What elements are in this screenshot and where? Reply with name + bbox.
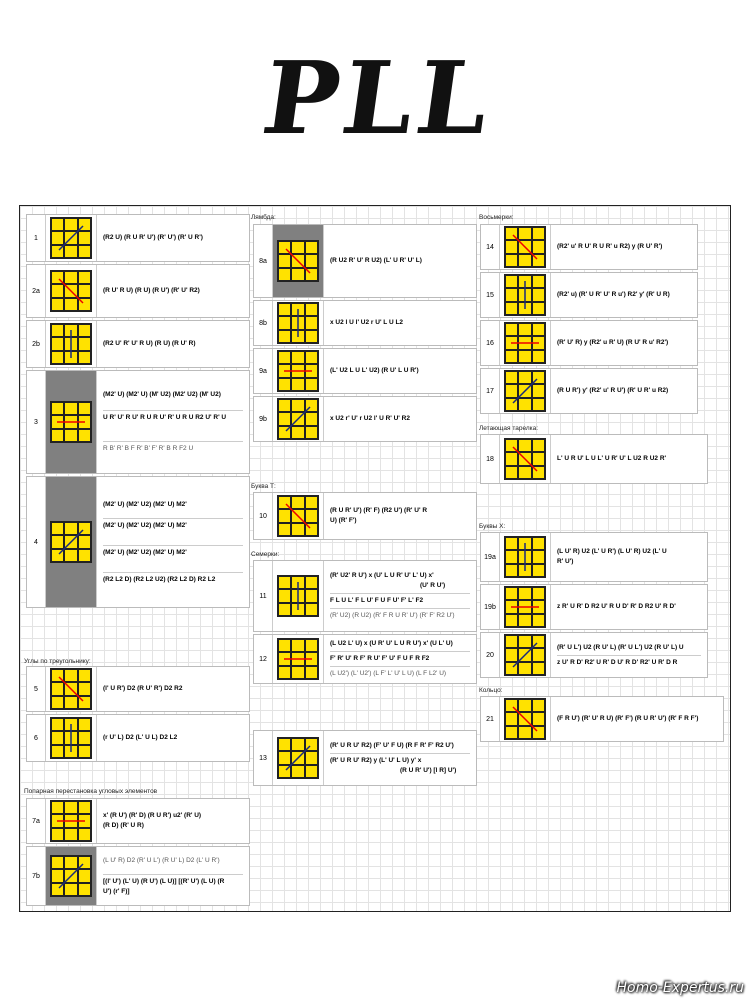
algorithm-text: (R' U L') U2 (R U' L) (R' U L') U2 (R U' L) U xyxy=(557,643,684,651)
algorithm-text: (R2 L2 D) (R2 L2 U2) (R2 L2 D) R2 L2 xyxy=(103,572,243,585)
table-row xyxy=(26,666,250,712)
case-number: 9a xyxy=(259,367,267,375)
case-diagram xyxy=(272,635,324,683)
algorithm-text: x' (R U') (R' D) (R U R') u2' (R' U) xyxy=(103,812,202,819)
algorithm-text: (R' U' R) y (R2' u R' U) (R U' R u' R2') xyxy=(557,339,669,346)
case-number: 15 xyxy=(486,291,494,299)
algorithm-text: (L' U2 L U L' U2) (R U' L U R') xyxy=(330,367,419,374)
case-number: 11 xyxy=(259,592,267,600)
table-row xyxy=(480,272,698,318)
cube-diagram-icon xyxy=(50,521,92,563)
algorithm-text: (R U' R U) (R U) (R U') (R' U' R2) xyxy=(103,287,200,294)
algorithm-text: U) (R' F') xyxy=(330,517,357,524)
algorithm-text: (L U2') (L' U2') (L F' L' U' L U) (L F L2' U) xyxy=(330,666,470,679)
case-number: 8a xyxy=(259,257,267,265)
algorithm-text: F L U L' F L U' F U F U' F' L' F2 xyxy=(330,593,470,606)
case-number: 2a xyxy=(32,287,40,295)
table-row xyxy=(253,560,477,632)
algorithm-text: x U2 l U l' U2 r U' L U L2 xyxy=(330,319,404,326)
cube-diagram-icon xyxy=(277,575,319,617)
case-diagram xyxy=(272,301,324,345)
algorithm-text: (r U' L) D2 (L' U L) D2 L2 xyxy=(103,734,178,741)
case-number: 14 xyxy=(486,243,494,251)
case-number: 1 xyxy=(34,234,38,242)
case-diagram xyxy=(272,349,324,393)
cube-diagram-icon xyxy=(504,226,546,268)
case-number: 18 xyxy=(486,455,494,463)
case-number: 19b xyxy=(484,603,496,611)
table-row xyxy=(26,320,250,368)
algorithm-text: (U' R U') xyxy=(420,582,446,589)
table-row xyxy=(253,224,477,298)
algorithm-text: U R' U' R U' R U R U' R' U R U R2 U' R' U xyxy=(103,410,243,423)
cube-diagram-icon xyxy=(504,438,546,480)
algorithm-text: (F R U') (R' U' R U) (R' F') (R U R' U') (R' F R F') xyxy=(557,715,699,722)
cube-diagram-icon xyxy=(277,495,319,537)
case-diagram xyxy=(45,799,97,843)
case-diagram xyxy=(45,265,97,317)
cube-diagram-icon xyxy=(277,302,319,344)
case-diagram xyxy=(272,225,324,297)
case-diagram xyxy=(45,847,97,905)
table-row xyxy=(253,730,477,786)
case-number: 7a xyxy=(32,817,40,825)
case-number: 3 xyxy=(34,418,38,426)
table-row xyxy=(253,348,477,394)
algorithm-text: (R U R' U') (R' F) (R2 U') (R' U' R xyxy=(330,507,428,514)
cube-diagram-icon xyxy=(50,855,92,897)
case-number: 17 xyxy=(486,387,494,395)
algorithm-text: (R' U R U' R2) (F' U' F U) (R F R' F' R2 U') xyxy=(330,741,454,749)
table-row xyxy=(26,214,250,262)
algorithm-text: (l' U R') D2 (R U' R') D2 R2 xyxy=(103,685,183,692)
section-label: Восьмерки: xyxy=(479,214,514,221)
table-row xyxy=(253,634,477,684)
cube-diagram-icon xyxy=(50,217,92,259)
cube-diagram-icon xyxy=(504,370,546,412)
case-diagram xyxy=(499,321,551,365)
algorithm-text: [(l' U') (L' U) (R U') (L U)] [(R' U') (L U) (R xyxy=(103,874,243,887)
cube-diagram-icon xyxy=(277,638,319,680)
cube-diagram-icon xyxy=(277,737,319,779)
case-diagram xyxy=(499,697,551,741)
table-row xyxy=(480,632,708,678)
cube-diagram-icon xyxy=(277,240,319,282)
case-diagram xyxy=(45,321,97,367)
case-diagram xyxy=(272,561,324,631)
section-label: Кольцо: xyxy=(479,687,503,694)
case-number: 4 xyxy=(34,538,38,546)
case-diagram xyxy=(499,633,551,677)
algorithm-text: (R' U R U' R2) y (L' U' L U) y' x xyxy=(330,753,470,766)
section-label: Углы по треугольнику: xyxy=(24,658,91,665)
case-number: 12 xyxy=(259,655,267,663)
case-number: 6 xyxy=(34,734,38,742)
table-row xyxy=(480,434,708,484)
algorithm-text: L' U R U' L U L' U R' U' L U2 R U2 R' xyxy=(557,455,667,462)
algorithm-text: (R U R' U') [l R] U') xyxy=(400,766,457,774)
table-row xyxy=(253,492,477,540)
case-number: 19a xyxy=(484,553,496,561)
case-diagram xyxy=(499,225,551,269)
table-row xyxy=(26,798,250,844)
case-diagram xyxy=(45,371,97,473)
section-label: Летающая тарелка: xyxy=(479,425,539,432)
algorithm-text: U') (r' F)] xyxy=(103,887,130,895)
table-row xyxy=(480,532,708,582)
algorithm-text: (L U' R) D2 (R' U L') (R U' L) D2 (L' U R') xyxy=(103,856,220,864)
table-row xyxy=(26,370,250,474)
case-number: 16 xyxy=(486,339,494,347)
cube-diagram-icon xyxy=(504,698,546,740)
section-label: Семерки: xyxy=(251,551,280,558)
algorithm-text: (R' U2' R U') x (U' L U R' U' L' U) x' xyxy=(330,572,434,579)
algorithm-text: (R2' u' R U' R U R' u R2) y (R U' R') xyxy=(557,243,663,250)
algorithm-text: x U2 r' U' r U2 l' U R' U' R2 xyxy=(330,415,410,422)
case-number: 2b xyxy=(32,340,40,348)
section-label: Лямбда: xyxy=(251,214,276,221)
algorithm-text: R B' R' B F R' B' F' R' B R F2 U xyxy=(103,441,243,454)
page-title: PLL xyxy=(255,39,501,157)
case-number: 7b xyxy=(32,872,40,880)
cube-diagram-icon xyxy=(277,350,319,392)
section-label: Буква Т: xyxy=(251,483,276,490)
algorithm-text: (R U2 R' U' R U2) (L' U R' U' L) xyxy=(330,257,422,264)
algorithm-text: z R' U R' D R2 U' R U D' R' D R2 U' R D' xyxy=(557,603,676,610)
algorithm-text: (R' U2) (R U2) (R' F R U R' U') (R' F' R2 U') xyxy=(330,608,470,621)
algorithm-text: (M2' U) (M2' U2) (M2' U) M2' xyxy=(103,545,243,558)
table-row xyxy=(253,396,477,442)
case-diagram xyxy=(272,493,324,539)
cube-diagram-icon xyxy=(50,401,92,443)
section-label: Попарная перестановка угловых элементов xyxy=(24,788,158,795)
table-row xyxy=(26,714,250,762)
cube-diagram-icon xyxy=(50,717,92,759)
table-row xyxy=(480,696,724,742)
algorithm-text: (R2 U' R' U' R U) (R U) (R U' R) xyxy=(103,340,196,347)
algorithm-text: (L U2 L' U) x (U R' U' L U R U') x' (U L' U) xyxy=(330,640,453,647)
algorithm-text: (R U R') y' (R2' u' R U') (R' U R' u R2) xyxy=(557,387,669,394)
case-diagram xyxy=(499,369,551,413)
table-row xyxy=(480,320,698,366)
case-number: 20 xyxy=(486,651,494,659)
cube-diagram-icon xyxy=(504,634,546,676)
case-diagram xyxy=(45,477,97,607)
table-row xyxy=(253,300,477,346)
case-number: 13 xyxy=(259,754,267,762)
table-row xyxy=(480,224,698,270)
algorithm-text: z U' R D' R2' U R' D U' R D' R2' U R' D R xyxy=(557,655,701,668)
case-diagram xyxy=(272,397,324,441)
algorithm-text: (R D) (R' U R) xyxy=(103,822,144,829)
algorithm-text: (L U' R) U2 (L' U R') (L U' R) U2 (L' U xyxy=(557,548,667,555)
algorithm-text: (R2' u) (R' U R' U' R u') R2' y' (R' U R) xyxy=(557,291,670,298)
pll-algorithm-sheet xyxy=(19,205,731,912)
table-row xyxy=(26,846,250,906)
table-row xyxy=(26,264,250,318)
table-row xyxy=(480,368,698,414)
case-diagram xyxy=(45,215,97,261)
case-diagram xyxy=(499,273,551,317)
case-diagram xyxy=(499,533,551,581)
algorithm-text: (M2' U) (M2' U) (M' U2) (M2' U2) (M' U2) xyxy=(103,391,221,398)
algorithm-text: (R2 U) (R U R' U') (R' U') (R' U R') xyxy=(103,234,203,241)
case-diagram xyxy=(499,585,551,629)
cube-diagram-icon xyxy=(50,270,92,312)
algorithm-text: (M2' U) (M2' U2) (M2' U) M2' xyxy=(103,500,187,508)
cube-diagram-icon xyxy=(50,668,92,710)
cube-diagram-icon xyxy=(277,398,319,440)
case-number: 10 xyxy=(259,512,267,520)
cube-diagram-icon xyxy=(504,586,546,628)
cube-diagram-icon xyxy=(50,800,92,842)
algorithm-text: F' R' U' R F' R U' F' U' F U F R F2 xyxy=(330,651,470,664)
cube-diagram-icon xyxy=(504,274,546,316)
case-diagram xyxy=(272,731,324,785)
case-number: 9b xyxy=(259,415,267,423)
watermark: Homo-Expertus.ru xyxy=(616,980,744,996)
algorithm-text: R' U') xyxy=(557,558,574,565)
case-number: 5 xyxy=(34,685,38,693)
case-diagram xyxy=(45,667,97,711)
cube-diagram-icon xyxy=(50,323,92,365)
cube-diagram-icon xyxy=(504,536,546,578)
cube-diagram-icon xyxy=(504,322,546,364)
algorithm-text: (M2' U) (M2' U2) (M2' U) M2' xyxy=(103,518,243,531)
table-row xyxy=(26,476,250,608)
table-row xyxy=(480,584,708,630)
case-diagram xyxy=(45,715,97,761)
case-diagram xyxy=(499,435,551,483)
section-label: Буквы Х: xyxy=(479,523,506,530)
case-number: 8b xyxy=(259,319,267,327)
case-number: 21 xyxy=(486,715,494,723)
